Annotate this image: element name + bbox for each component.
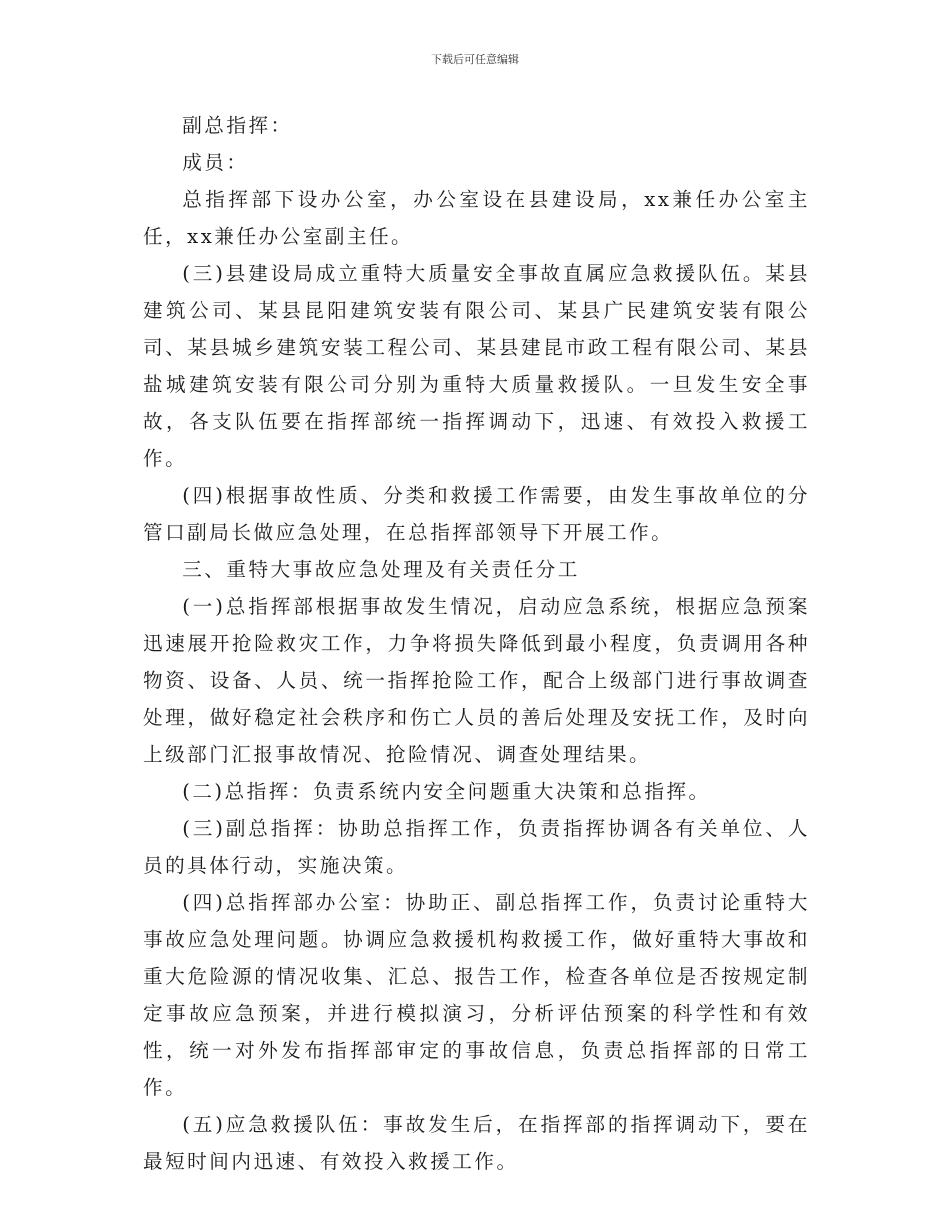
paragraph-office-duties: (四)总指挥部办公室：协助正、副总指挥工作，负责讨论重特大事故应急处理问题。协调应急救援机构救援工作，做好重特大事故和重大危险源的情况收集、汇总、报告工作，检查各单位是否按规定制定事故应急预案，并进行模拟演习，分析评估预案的科学性和有效性，统一对外发布指挥部审定的事故信息，负责总指挥部的日常工作。: [143, 891, 810, 1099]
paragraph-rescue-team-establishment: (三)县建设局成立重特大质量安全事故直属应急救援队伍。某县建筑公司、某县昆阳建筑安装有限公司、某县广民建筑安装有限公司、某县城乡建筑安装工程公司、某县建昆市政工程有限公司、某县盐城建筑安装有限公司分别为重特大质量救援队。一旦发生安全事故，各支队伍要在指挥部统一指挥调动下，迅速、有效投入救援工作。: [143, 262, 810, 470]
page-header-note: 下载后可任意编辑: [431, 53, 519, 66]
paragraph-command-duties: (一)总指挥部根据事故发生情况，启动应急系统，根据应急预案迅速展开抢险救灾工作，力争将损失降低到最小程度，负责调用各种物资、设备、人员、统一指挥抢险工作，配合上级部门进行事故调查处理，做好稳定社会秩序和伤亡人员的善后处理及安抚工作，及时向上级部门汇报事故情况、抢险情况、调查处理结果。: [143, 595, 810, 766]
paragraph-accident-handling-lead: (四)根据事故性质、分类和救援工作需要，由发生事故单位的分管口副局长做应急处理，在总指挥部领导下开展工作。: [143, 484, 810, 544]
paragraph-deputy-commander-duties: (三)副总指挥：协助总指挥工作，负责指挥协调各有关单位、人员的具体行动，实施决策。: [143, 817, 810, 877]
paragraph-members: 成员：: [182, 151, 249, 174]
section-heading-responsibilities: 三、重特大事故应急处理及有关责任分工: [182, 558, 580, 581]
paragraph-office-setup: 总指挥部下设办公室，办公室设在县建设局，xx兼任办公室主任，xx兼任办公室副主任。: [143, 188, 810, 248]
paragraph-commander-duties: (二)总指挥：负责系统内安全问题重大决策和总指挥。: [182, 780, 711, 803]
paragraph-rescue-team-duties: (五)应急救援队伍：事故发生后，在指挥部的指挥调动下，要在最短时间内迅速、有效投入救援工作。: [143, 1113, 810, 1173]
document-body: [143, 107, 810, 1180]
paragraph-deputy-commander: 副总指挥：: [182, 114, 293, 137]
